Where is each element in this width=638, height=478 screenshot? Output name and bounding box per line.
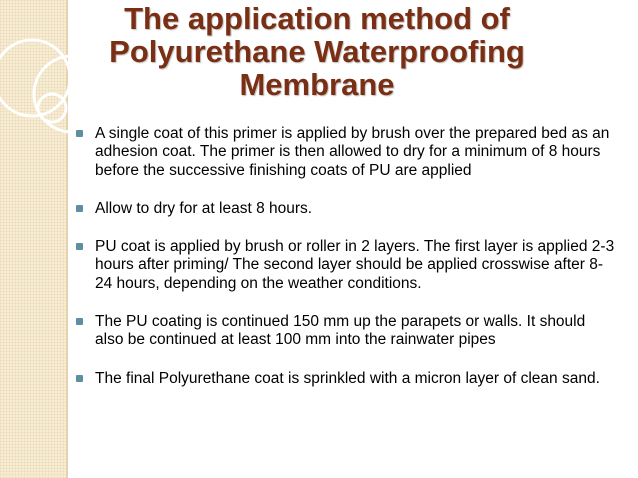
bullet-item-drying bbox=[76, 200, 616, 218]
bullet-text: Allow to dry for at least 8 hours. bbox=[95, 199, 313, 217]
decorative-circle-small bbox=[38, 94, 66, 122]
bullet-text: PU coat is applied by brush or roller in 2 layers. The first layer is applied 2-3 hours after priming/ The second layer should be applied crosswise after 8-24 hours, depending on the weather conditions. bbox=[95, 238, 615, 292]
bullet-marker-icon bbox=[76, 243, 83, 250]
slide-title: The application method of Polyurethane Waterproofing Membrane bbox=[109, 1, 525, 102]
bullet-item-sand bbox=[76, 370, 616, 388]
bullet-text: The PU coating is continued 150 mm up the parapets or walls. It should also be continued at least 100 mm into the rainwater pipes bbox=[95, 313, 586, 349]
bullet-marker-icon bbox=[76, 318, 83, 325]
bullet-item-pu-coat bbox=[76, 238, 616, 293]
bullet-marker-icon bbox=[76, 205, 83, 212]
bullet-item-primer bbox=[76, 125, 616, 180]
bullet-item-parapets bbox=[76, 313, 616, 350]
bullet-list bbox=[76, 125, 616, 388]
bullet-text: A single coat of this primer is applied by brush over the prepared bed as an adhesion coat. The primer is then allowed to dry for a minimum of 8 hours before the successive finishing coats of PU are applied bbox=[95, 125, 610, 179]
bullet-marker-icon bbox=[76, 130, 83, 137]
bullet-marker-icon bbox=[76, 375, 83, 382]
bullet-text: The final Polyurethane coat is sprinkled with a micron layer of clean sand. bbox=[95, 369, 600, 387]
